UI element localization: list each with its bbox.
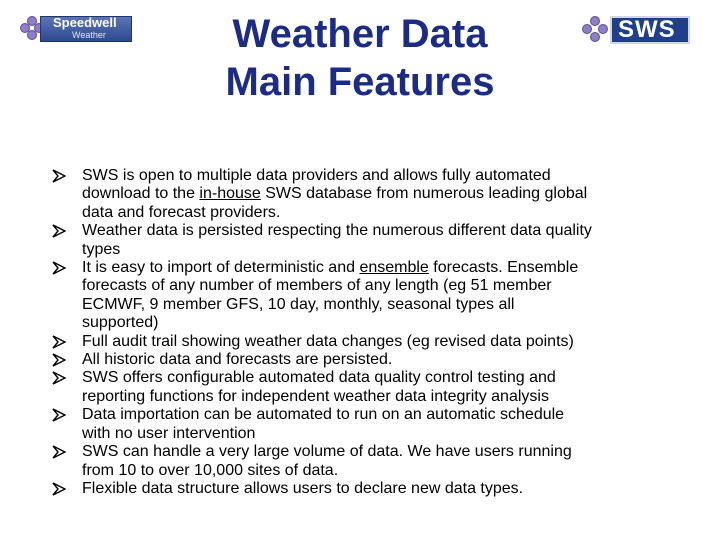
- logo-text-speedwell: Speedwell: [53, 15, 117, 30]
- list-item: [52, 167, 692, 222]
- list-item: [52, 369, 692, 406]
- list-item: [52, 480, 692, 498]
- speedwell-weather-logo: [20, 14, 134, 44]
- list-item: [52, 443, 692, 480]
- logo-text-sws: SWS: [618, 16, 676, 43]
- item-line: download to the in-house SWS database from numerous leading global: [82, 185, 588, 203]
- arrow-bullet-icon: [52, 480, 72, 496]
- item-line: Full audit trail showing weather data changes (eg revised data points): [82, 332, 574, 350]
- item-line: SWS offers configurable automated data quality control testing and: [82, 369, 556, 387]
- list-item: [52, 259, 692, 333]
- page-title: [150, 10, 570, 106]
- item-line: It is easy to import of deterministic and ensemble forecasts. Ensemble: [82, 259, 579, 277]
- arrow-bullet-icon: [52, 333, 72, 349]
- arrow-bullet-icon: [52, 406, 72, 422]
- underlined-term: ensemble: [359, 259, 429, 277]
- arrow-bullet-icon: [52, 443, 72, 459]
- item-line: SWS can handle a very large volume of data. We have users running: [82, 443, 572, 461]
- item-line: Weather data is persisted respecting the numerous different data quality: [82, 222, 592, 240]
- arrow-bullet-icon: [52, 351, 72, 367]
- item-line: reporting functions for independent weather data integrity analysis: [82, 387, 549, 405]
- item-line: Flexible data structure allows users to declare new data types.: [82, 479, 524, 497]
- logo-text-weather: Weather: [72, 30, 106, 40]
- item-line: data and forecast providers.: [82, 203, 281, 221]
- item-line: Data importation can be automated to run on an automatic schedule: [82, 406, 565, 424]
- feature-list: [52, 167, 692, 498]
- arrow-bullet-icon: [52, 259, 72, 275]
- item-line: SWS is open to multiple data providers and allows fully automated: [82, 167, 551, 184]
- underlined-term: in-house: [199, 185, 261, 203]
- item-line: ECMWF, 9 member GFS, 10 day, monthly, seasonal types all: [82, 295, 515, 313]
- item-line: with no user intervention: [82, 424, 256, 442]
- item-line: All historic data and forecasts are persisted.: [82, 351, 393, 369]
- flower-logo-icon: [582, 16, 610, 44]
- sws-logo: [582, 14, 692, 46]
- item-line: forecasts of any number of members of any length (eg 51 member: [82, 277, 552, 295]
- arrow-bullet-icon: [52, 222, 72, 238]
- list-item: [52, 406, 692, 443]
- list-item: [52, 333, 692, 351]
- arrow-bullet-icon: [52, 167, 72, 183]
- item-line: types: [82, 240, 121, 258]
- list-item: [52, 351, 692, 369]
- item-line: from 10 to over 10,000 sites of data.: [82, 461, 339, 479]
- list-item: [52, 222, 692, 259]
- title-line-1: Weather Data: [232, 12, 488, 56]
- title-line-2: Main Features: [225, 60, 495, 104]
- item-line: supported): [82, 314, 159, 332]
- arrow-bullet-icon: [52, 369, 72, 385]
